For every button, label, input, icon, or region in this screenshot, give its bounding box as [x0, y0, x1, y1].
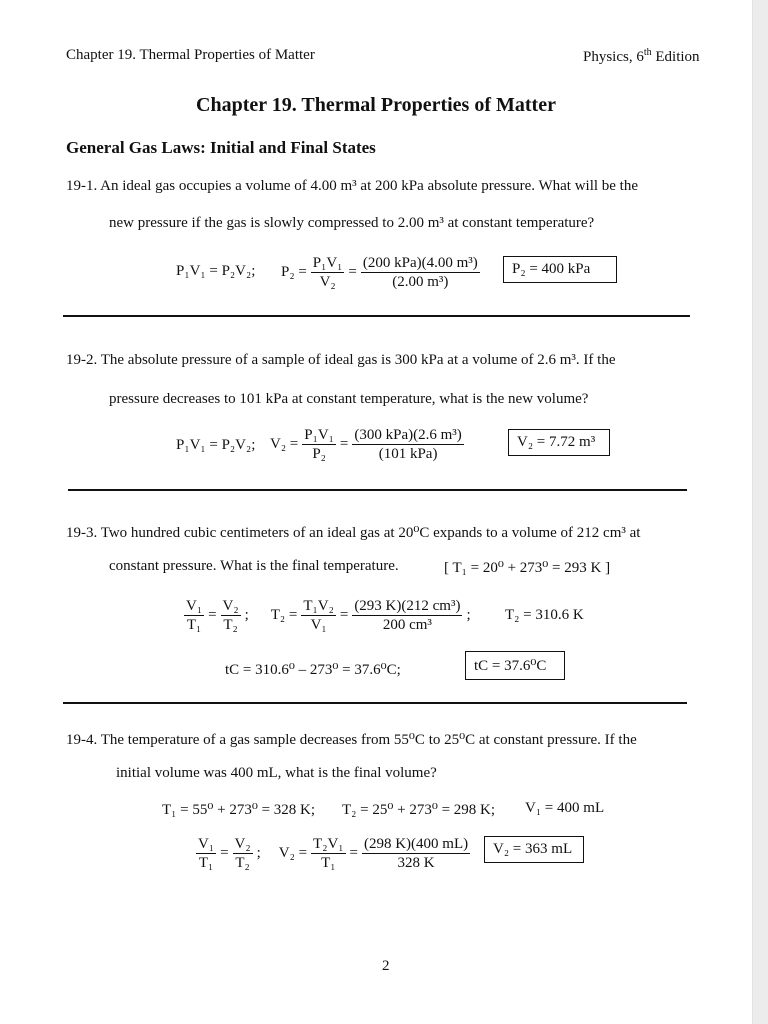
fraction-denominator: T₁ [198, 855, 214, 871]
problem-2-line-2: pressure decreases to 101 kPa at constant temperature, what is the new volume? [109, 391, 589, 407]
problem-3-result: T₂ = 310.6 K [505, 607, 584, 623]
problem-3-eq-var: T₂ = [270, 607, 298, 623]
problem-2-equation [270, 426, 464, 463]
fraction-denominator: (101 kPa) [378, 446, 438, 462]
page-title: Chapter 19. Thermal Properties of Matter [196, 94, 556, 116]
fraction-denominator: (2.00 m³) [392, 274, 449, 290]
problem-4-line-2: initial volume was 400 mL, what is the final volume? [116, 765, 437, 781]
fraction-numerator: (300 kPa)(2.6 m³) [354, 427, 462, 443]
equals-sign: = [348, 264, 357, 280]
problem-3-line-1: 19-3. Two hundred cubic centimeters of an ideal gas at 20⁰C expands to a volume of 212 cm³ at [66, 525, 641, 541]
problem-3-equation [184, 597, 471, 634]
equals-sign: = [339, 436, 349, 452]
fraction-denominator: V₁ [310, 617, 327, 633]
vertical-scrollbar[interactable] [752, 0, 768, 1024]
problem-3-symbolic-fraction [301, 597, 335, 634]
charles-law-left-fraction [196, 835, 216, 872]
problem-3-numeric-fraction [352, 597, 462, 634]
running-header-left: Chapter 19. Thermal Properties of Matter [66, 47, 315, 63]
header-edition-sup: th [643, 47, 652, 58]
problem-1-line-2: new pressure if the gas is slowly compressed to 2.00 m³ at constant temperature? [109, 215, 595, 231]
problem-4-numeric-fraction [362, 835, 470, 872]
problem-2-eq-var: V₂ = [270, 436, 299, 452]
fraction-denominator: P₂ [312, 446, 326, 462]
equals-sign: = [220, 845, 229, 861]
problem-3-line-2: constant pressure. What is the final temperature. [109, 558, 399, 574]
fraction-numerator: T₂V₁ [313, 836, 344, 852]
problem-4-answer-box: V₂ = 363 mL [484, 836, 584, 863]
equals-sign: = [208, 607, 217, 623]
fraction-denominator: T₁ [321, 855, 336, 871]
problem-3-given-temperature: [ T₁ = 20⁰ + 273⁰ = 293 K ] [444, 560, 611, 576]
semicolon: ; [244, 607, 249, 623]
running-header-right [583, 47, 700, 66]
fraction-numerator: (293 K)(212 cm³) [354, 598, 461, 614]
fraction-numerator: P₁V₁ [304, 427, 334, 443]
fraction-denominator: 328 K [397, 855, 435, 871]
problem-4-equation [196, 835, 470, 872]
problem-2-answer-box: V₂ = 7.72 m³ [508, 429, 610, 456]
fraction-denominator: T₂ [223, 617, 238, 633]
header-edition-text: Physics, 6 [583, 49, 644, 65]
header-edition-suffix: Edition [651, 49, 700, 65]
problem-4-line-1: 19-4. The temperature of a gas sample decreases from 55⁰C to 25⁰C at constant pressure. If the [66, 732, 637, 748]
fraction-numerator: (298 K)(400 mL) [363, 836, 469, 852]
charles-law-right-fraction [221, 597, 241, 634]
problem-4-eq-var: V₂ = [278, 845, 308, 861]
page-number: 2 [382, 958, 390, 974]
fraction-numerator: P₁V₁ [312, 255, 343, 271]
fraction-denominator: V₂ [319, 274, 336, 290]
fraction-numerator: V₂ [222, 598, 239, 614]
semicolon: ; [466, 607, 471, 623]
fraction-numerator: (200 kPa)(4.00 m³) [362, 255, 478, 271]
section-divider [63, 702, 687, 704]
problem-2-numeric-fraction [352, 426, 463, 463]
problem-1-boyle-law: P₁V₁ = P₂V₂; [176, 263, 256, 279]
problem-1-eq-var: P₂ = [281, 264, 307, 280]
fraction-numerator: V₁ [186, 598, 203, 614]
section-heading: General Gas Laws: Initial and Final States [66, 138, 376, 157]
problem-1-numeric-fraction [361, 254, 480, 291]
charles-law-right-fraction [233, 835, 253, 872]
problem-2-boyle-law: P₁V₁ = P₂V₂; [176, 437, 256, 453]
fraction-denominator: 200 cm³ [382, 617, 432, 633]
problem-4-given-t2: T₂ = 25⁰ + 273⁰ = 298 K; [342, 802, 496, 818]
problem-1-line-1: 19-1. An ideal gas occupies a volume of 4.00 m³ at 200 kPa absolute pressure. What will be the [66, 178, 639, 194]
problem-3-answer-box: tC = 37.6⁰C [465, 651, 565, 680]
fraction-denominator: T₂ [235, 855, 250, 871]
fraction-denominator: T₁ [186, 617, 202, 633]
problem-1-symbolic-fraction [311, 254, 345, 291]
semicolon: ; [256, 845, 261, 861]
fraction-numerator: V₂ [234, 836, 251, 852]
problem-4-given-v1: V₁ = 400 mL [525, 800, 605, 816]
section-divider [68, 489, 687, 491]
equals-sign: = [349, 845, 358, 861]
equals-sign: = [339, 607, 349, 623]
section-divider [63, 315, 690, 317]
problem-4-symbolic-fraction [311, 835, 345, 872]
problem-2-symbolic-fraction [302, 426, 336, 463]
charles-law-left-fraction [184, 597, 204, 634]
problem-4-given-t1: T₁ = 55⁰ + 273⁰ = 328 K; [162, 802, 316, 818]
fraction-numerator: T₁V₂ [303, 598, 334, 614]
fraction-numerator: V₁ [198, 836, 215, 852]
problem-1-equation [281, 254, 480, 291]
problem-3-celsius-calc: tC = 310.6⁰ – 273⁰ = 37.6⁰C; [225, 662, 401, 678]
problem-2-line-1: 19-2. The absolute pressure of a sample of ideal gas is 300 kPa at a volume of 2.6 m³. If the [66, 352, 616, 368]
problem-1-answer-box: P₂ = 400 kPa [503, 256, 617, 283]
